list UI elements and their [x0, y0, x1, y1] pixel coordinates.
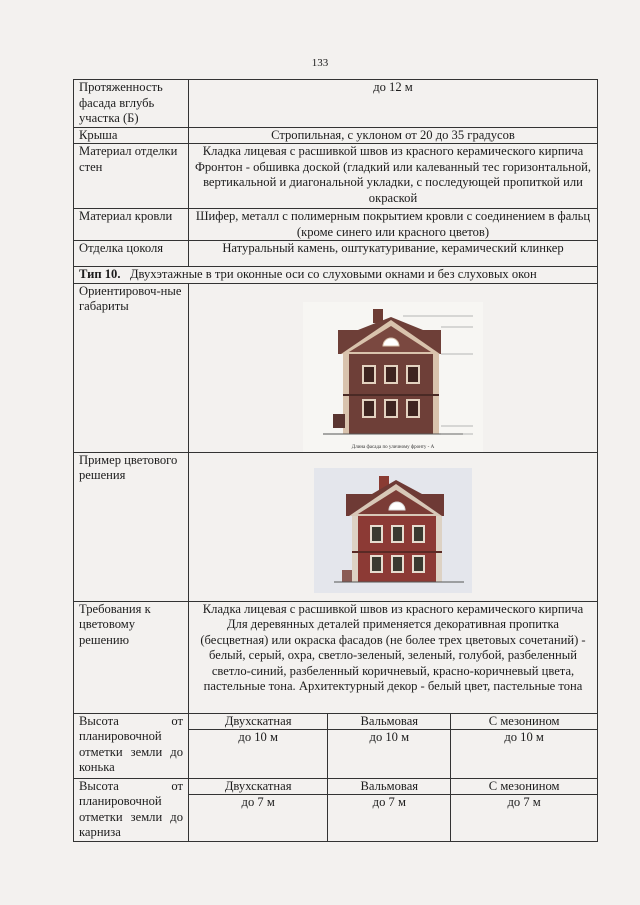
table-row [74, 601, 598, 713]
roof-type-header: С мезонином [451, 714, 597, 730]
roof-type-header: Двухскатная [189, 779, 328, 795]
type-number: Тип 10. [79, 267, 121, 281]
height-value: до 10 м [451, 730, 597, 778]
row-label: Требования к цветовому решению [74, 601, 189, 713]
roof-type-header: Вальмовая [328, 714, 451, 730]
row-value: Кладка лицевая с расшивкой швов из красного керамического кирпича Для деревянных деталей применяется декоративная пропитка (бесцветная) или окраска фасадов (не более трех цветовых сочетаний) - белый, серый, охра, светло-зеленый, зеленый, голубой, разбеленный светло-синий, разбеленный коричневый, красно-коричневый цвета, пастельные тона. Архитектурный декор - белый цвет, пастельные тона [189, 601, 598, 713]
table-row [74, 144, 598, 209]
roof-type-header: С мезонином [451, 779, 597, 795]
table-row [74, 80, 598, 128]
eave-height-cell [189, 778, 598, 841]
drawing-cell [189, 283, 598, 452]
roof-type-header: Вальмовая [328, 779, 451, 795]
height-value: до 10 м [328, 730, 451, 778]
table-row [74, 209, 598, 241]
row-value: Кладка лицевая с расшивкой швов из красного керамического кирпича Фронтон - обшивка доской (гладкий или калеванный тес горизонтальной, вертикальной и диагональной укладки, с последующей пропиткой или окраской [189, 144, 598, 209]
row-label: Высота от планировочной отметки земли до конька [74, 713, 189, 778]
row-label: Пример цветового решения [74, 452, 189, 601]
type-row [74, 267, 598, 284]
drawing-caption: Длина фасада по уличному фронту - А [351, 444, 435, 450]
color-example-image [314, 468, 472, 593]
row-label: Высота от планировочной отметки земли до карниза [74, 778, 189, 841]
height-value: до 7 м [451, 795, 597, 841]
table-row [74, 778, 598, 841]
type-description: Двухэтажные в три оконные оси со слуховыми окнами и без слуховых окон [129, 267, 537, 281]
ridge-height-cell [189, 713, 598, 778]
table-row [74, 452, 598, 601]
height-value: до 7 м [328, 795, 451, 841]
table-row [74, 127, 598, 144]
row-value: Натуральный камень, оштукатуривание, керамический клинкер [189, 241, 598, 267]
table-row [74, 241, 598, 267]
row-label: Ориентировоч-ные габариты [74, 283, 189, 452]
house-illustration [323, 309, 463, 434]
color-example-cell [189, 452, 598, 601]
row-label: Протяженность фасада вглубь участка (Б) [74, 80, 189, 128]
facade-drawing [303, 302, 483, 452]
row-label: Материал отделки стен [74, 144, 189, 209]
row-value: Шифер, металл с полимерным покрытием кровли с соединением в фальц (кроме синего или красного цветов) [189, 209, 598, 241]
row-label: Крыша [74, 127, 189, 144]
table-row [74, 713, 598, 778]
house-color-illustration [334, 476, 464, 582]
eave-height-subtable [189, 779, 597, 841]
page-number: 133 [311, 57, 329, 69]
row-label: Отделка цоколя [74, 241, 189, 267]
type-heading [74, 267, 598, 284]
height-value: до 10 м [238, 730, 278, 744]
table-row [74, 283, 598, 452]
row-value: Стропильная, с уклоном от 20 до 35 градусов [189, 127, 598, 144]
row-value: до 12 м [189, 80, 598, 128]
ridge-height-subtable [189, 714, 597, 778]
facade-requirements-table [73, 79, 598, 842]
height-value: до 7 м [241, 795, 275, 809]
roof-type-header: Двухскатная [189, 714, 328, 730]
row-label: Материал кровли [74, 209, 189, 241]
